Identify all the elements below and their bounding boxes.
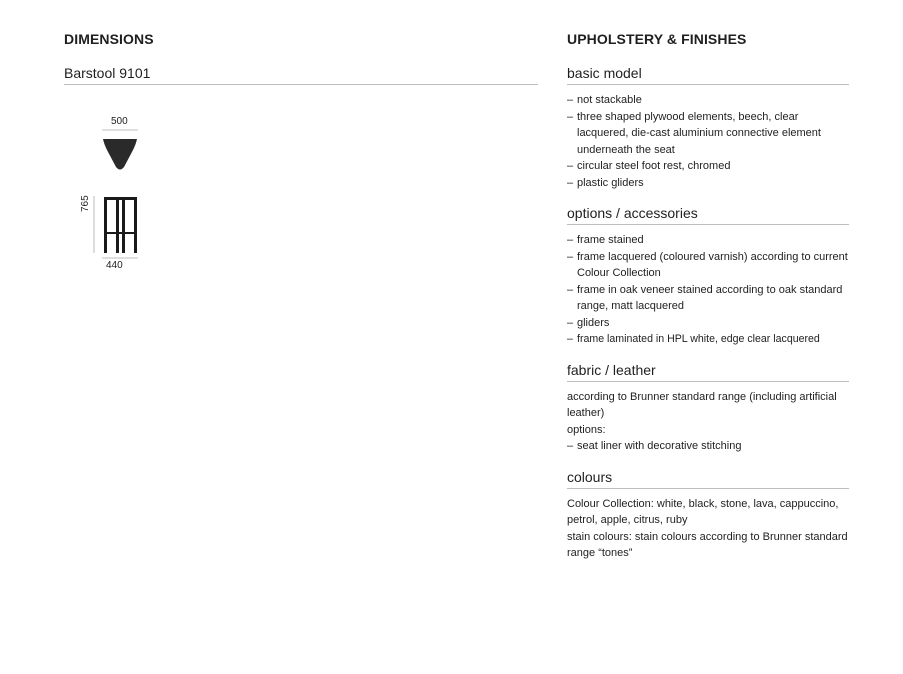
section-title: colours bbox=[567, 469, 849, 489]
height-label: 765 bbox=[80, 195, 91, 212]
text-line: Colour Collection: white, black, stone, lava, cappuccino, petrol, apple, citrus, ruby bbox=[567, 497, 839, 526]
fabric-section bbox=[567, 362, 849, 455]
barstool-drawing bbox=[64, 92, 184, 272]
list-item: – frame stained bbox=[567, 232, 849, 249]
seat-top-view bbox=[103, 139, 137, 170]
basic-model-section bbox=[567, 65, 849, 191]
list-item: – circular steel foot rest, chromed bbox=[567, 158, 849, 175]
list-item: – not stackable bbox=[567, 92, 849, 109]
list-item: – frame in oak veneer stained according to oak standard range, matt lacquered bbox=[567, 282, 849, 315]
list-item: – gliders bbox=[567, 315, 849, 332]
dimensions-heading: DIMENSIONS bbox=[64, 31, 154, 47]
dimensions-column bbox=[64, 31, 538, 272]
section-title: basic model bbox=[567, 65, 849, 85]
finishes-heading: UPHOLSTERY & FINISHES bbox=[567, 31, 747, 47]
product-name: Barstool 9101 bbox=[64, 65, 538, 85]
list-item: – plastic gliders bbox=[567, 175, 849, 192]
section-title: fabric / leather bbox=[567, 362, 849, 382]
text-line: options: bbox=[567, 423, 606, 436]
list-item: – three shaped plywood elements, beech, clear lacquered, die-cast aluminium connective element underneath the seat bbox=[567, 109, 849, 159]
list-item: – seat liner with decorative stitching bbox=[567, 438, 849, 455]
text-line: stain colours: stain colours according to Brunner standard range “tones” bbox=[567, 530, 848, 559]
stool-side-view bbox=[104, 197, 137, 253]
list-item: – frame laminated in HPL white, edge clear lacquered bbox=[567, 331, 849, 348]
section-title: options / accessories bbox=[567, 205, 849, 225]
bottom-width-label: 440 bbox=[106, 260, 123, 271]
list-item: – frame lacquered (coloured varnish) according to current Colour Collection bbox=[567, 249, 849, 282]
text-line: according to Brunner standard range (including artificial leather) bbox=[567, 390, 837, 419]
top-width-label: 500 bbox=[111, 116, 128, 127]
finishes-column bbox=[567, 31, 849, 576]
dimension-drawings bbox=[64, 92, 538, 272]
options-section bbox=[567, 205, 849, 348]
colours-section bbox=[567, 469, 849, 562]
